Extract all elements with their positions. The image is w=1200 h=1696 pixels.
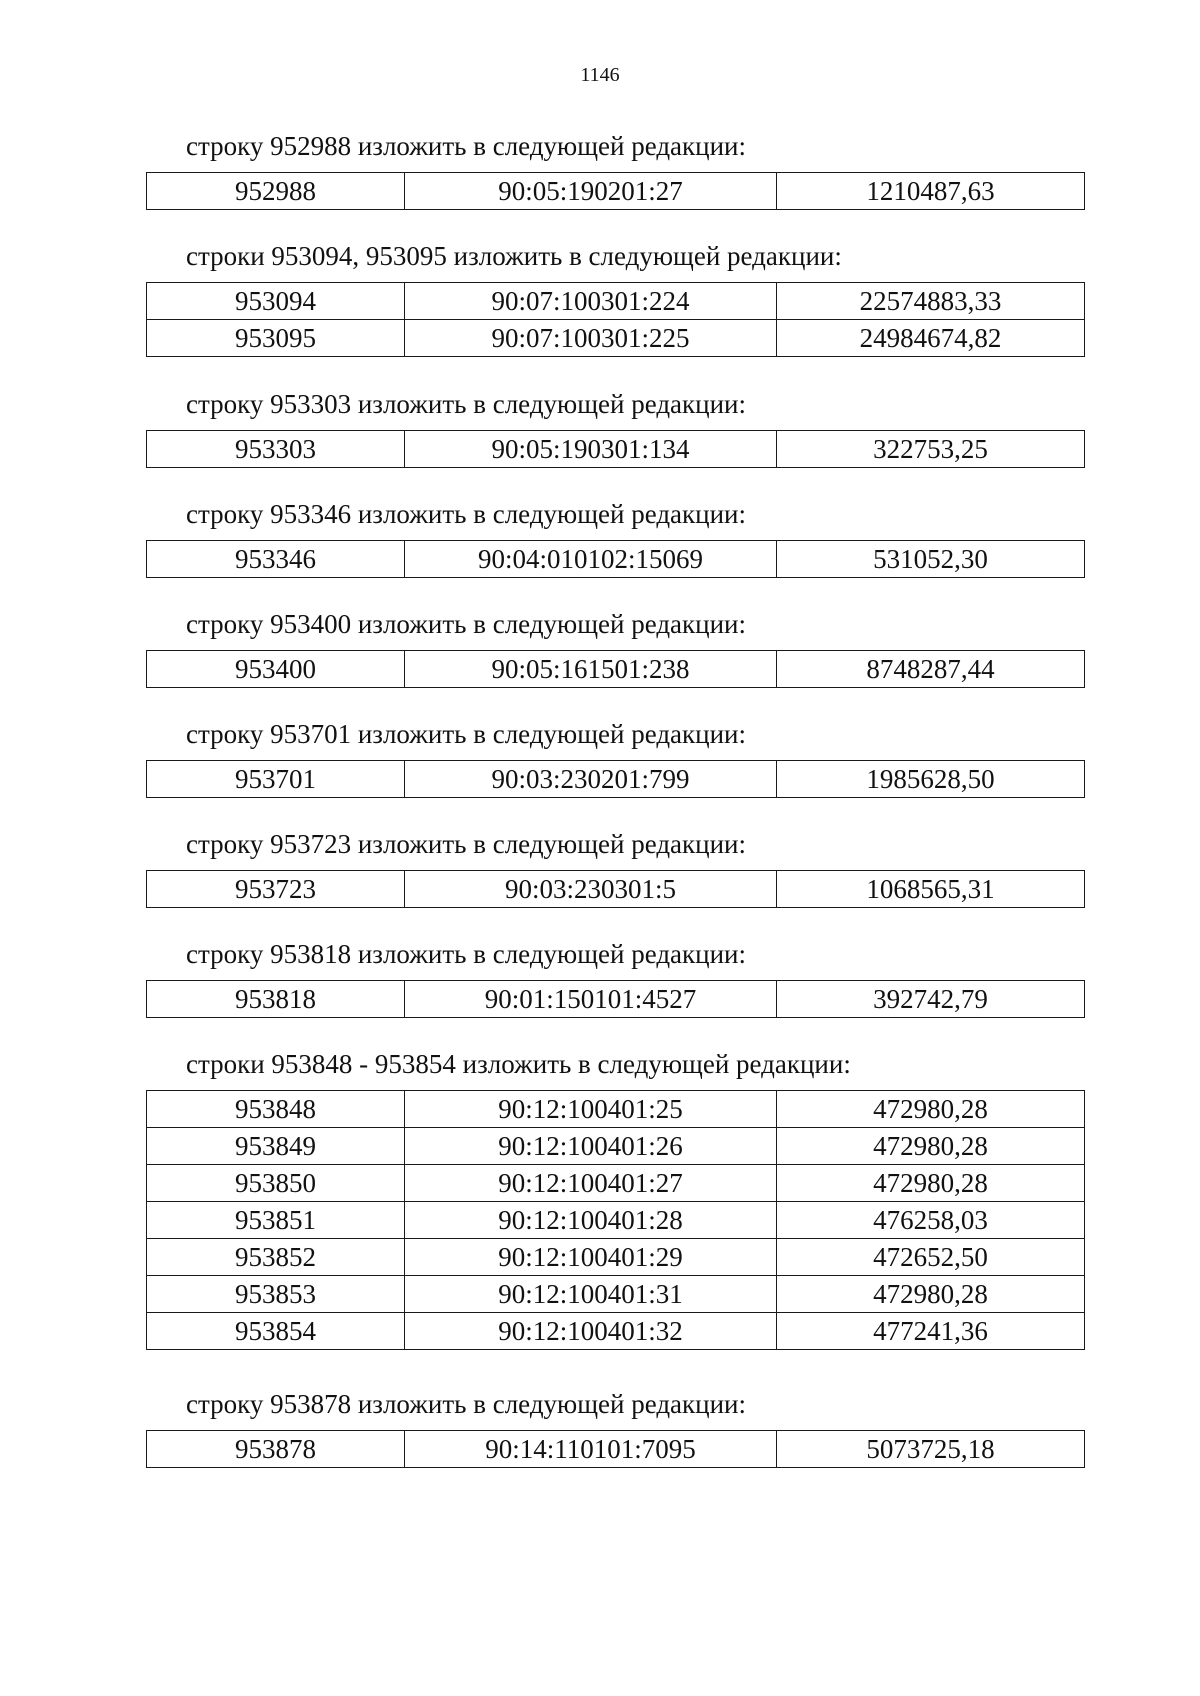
amendment-table [146,980,1085,1018]
amendment-table [146,540,1085,578]
cadastral-number-cell: 90:12:100401:29 [405,1239,777,1276]
cadastral-number-cell: 90:01:150101:4527 [405,981,777,1018]
amendment-table [146,172,1085,210]
cadastral-number-cell: 90:03:230201:799 [405,761,777,798]
row-number-cell: 953400 [147,651,405,688]
cadastral-number-cell: 90:05:161501:238 [405,651,777,688]
value-cell: 5073725,18 [777,1431,1085,1468]
table-row [147,1431,1085,1468]
table-row [147,1239,1085,1276]
value-cell: 472980,28 [777,1091,1085,1128]
row-number-cell: 953095 [147,320,405,357]
amendment-table [146,430,1085,468]
value-cell: 1068565,31 [777,871,1085,908]
value-cell: 472980,28 [777,1128,1085,1165]
amendment-instruction: строки 953094, 953095 изложить в следующей редакции: [186,241,842,271]
row-number-cell: 953851 [147,1202,405,1239]
amendment-table [146,1090,1085,1350]
cadastral-number-cell: 90:12:100401:26 [405,1128,777,1165]
cadastral-number-cell: 90:12:100401:28 [405,1202,777,1239]
row-number-cell: 952988 [147,173,405,210]
table-row [147,651,1085,688]
table-row [147,1313,1085,1350]
amendment-instruction: строку 953818 изложить в следующей редакции: [186,939,747,969]
table-row [147,431,1085,468]
table-row [147,173,1085,210]
value-cell: 392742,79 [777,981,1085,1018]
table-row [147,981,1085,1018]
amendment-table [146,1430,1085,1468]
amendment-instruction: строку 952988 изложить в следующей редакции: [186,131,747,161]
row-number-cell: 953853 [147,1276,405,1313]
amendment-instruction: строку 953723 изложить в следующей редакции: [186,829,747,859]
value-cell: 476258,03 [777,1202,1085,1239]
table-row [147,761,1085,798]
cadastral-number-cell: 90:05:190301:134 [405,431,777,468]
table-row [147,541,1085,578]
cadastral-number-cell: 90:12:100401:27 [405,1165,777,1202]
row-number-cell: 953723 [147,871,405,908]
row-number-cell: 953818 [147,981,405,1018]
cadastral-number-cell: 90:14:110101:7095 [405,1431,777,1468]
table-row [147,1128,1085,1165]
value-cell: 472652,50 [777,1239,1085,1276]
value-cell: 531052,30 [777,541,1085,578]
amendment-table [146,760,1085,798]
cadastral-number-cell: 90:12:100401:32 [405,1313,777,1350]
value-cell: 472980,28 [777,1165,1085,1202]
amendment-table [146,870,1085,908]
value-cell: 477241,36 [777,1313,1085,1350]
value-cell: 1210487,63 [777,173,1085,210]
amendment-instruction: строку 953878 изложить в следующей редакции: [186,1389,747,1419]
table-row [147,1165,1085,1202]
row-number-cell: 953878 [147,1431,405,1468]
row-number-cell: 953346 [147,541,405,578]
row-number-cell: 953701 [147,761,405,798]
amendment-instruction: строку 953346 изложить в следующей редакции: [186,499,747,529]
row-number-cell: 953850 [147,1165,405,1202]
value-cell: 322753,25 [777,431,1085,468]
page-number: 1146 [580,64,620,86]
row-number-cell: 953094 [147,283,405,320]
row-number-cell: 953852 [147,1239,405,1276]
value-cell: 472980,28 [777,1276,1085,1313]
amendment-table [146,282,1085,357]
row-number-cell: 953848 [147,1091,405,1128]
cadastral-number-cell: 90:07:100301:224 [405,283,777,320]
value-cell: 24984674,82 [777,320,1085,357]
table-row [147,871,1085,908]
table-row [147,1091,1085,1128]
cadastral-number-cell: 90:12:100401:25 [405,1091,777,1128]
amendment-instruction: строку 953400 изложить в следующей редакции: [186,609,747,639]
table-row [147,320,1085,357]
cadastral-number-cell: 90:03:230301:5 [405,871,777,908]
row-number-cell: 953303 [147,431,405,468]
cadastral-number-cell: 90:12:100401:31 [405,1276,777,1313]
row-number-cell: 953854 [147,1313,405,1350]
table-row [147,283,1085,320]
amendment-instruction: строку 953701 изложить в следующей редакции: [186,719,747,749]
amendment-instruction: строки 953848 - 953854 изложить в следующей редакции: [186,1049,851,1079]
value-cell: 8748287,44 [777,651,1085,688]
amendment-instruction: строку 953303 изложить в следующей редакции: [186,389,747,419]
value-cell: 22574883,33 [777,283,1085,320]
table-row [147,1276,1085,1313]
row-number-cell: 953849 [147,1128,405,1165]
cadastral-number-cell: 90:07:100301:225 [405,320,777,357]
value-cell: 1985628,50 [777,761,1085,798]
amendment-table [146,650,1085,688]
cadastral-number-cell: 90:04:010102:15069 [405,541,777,578]
table-row [147,1202,1085,1239]
cadastral-number-cell: 90:05:190201:27 [405,173,777,210]
